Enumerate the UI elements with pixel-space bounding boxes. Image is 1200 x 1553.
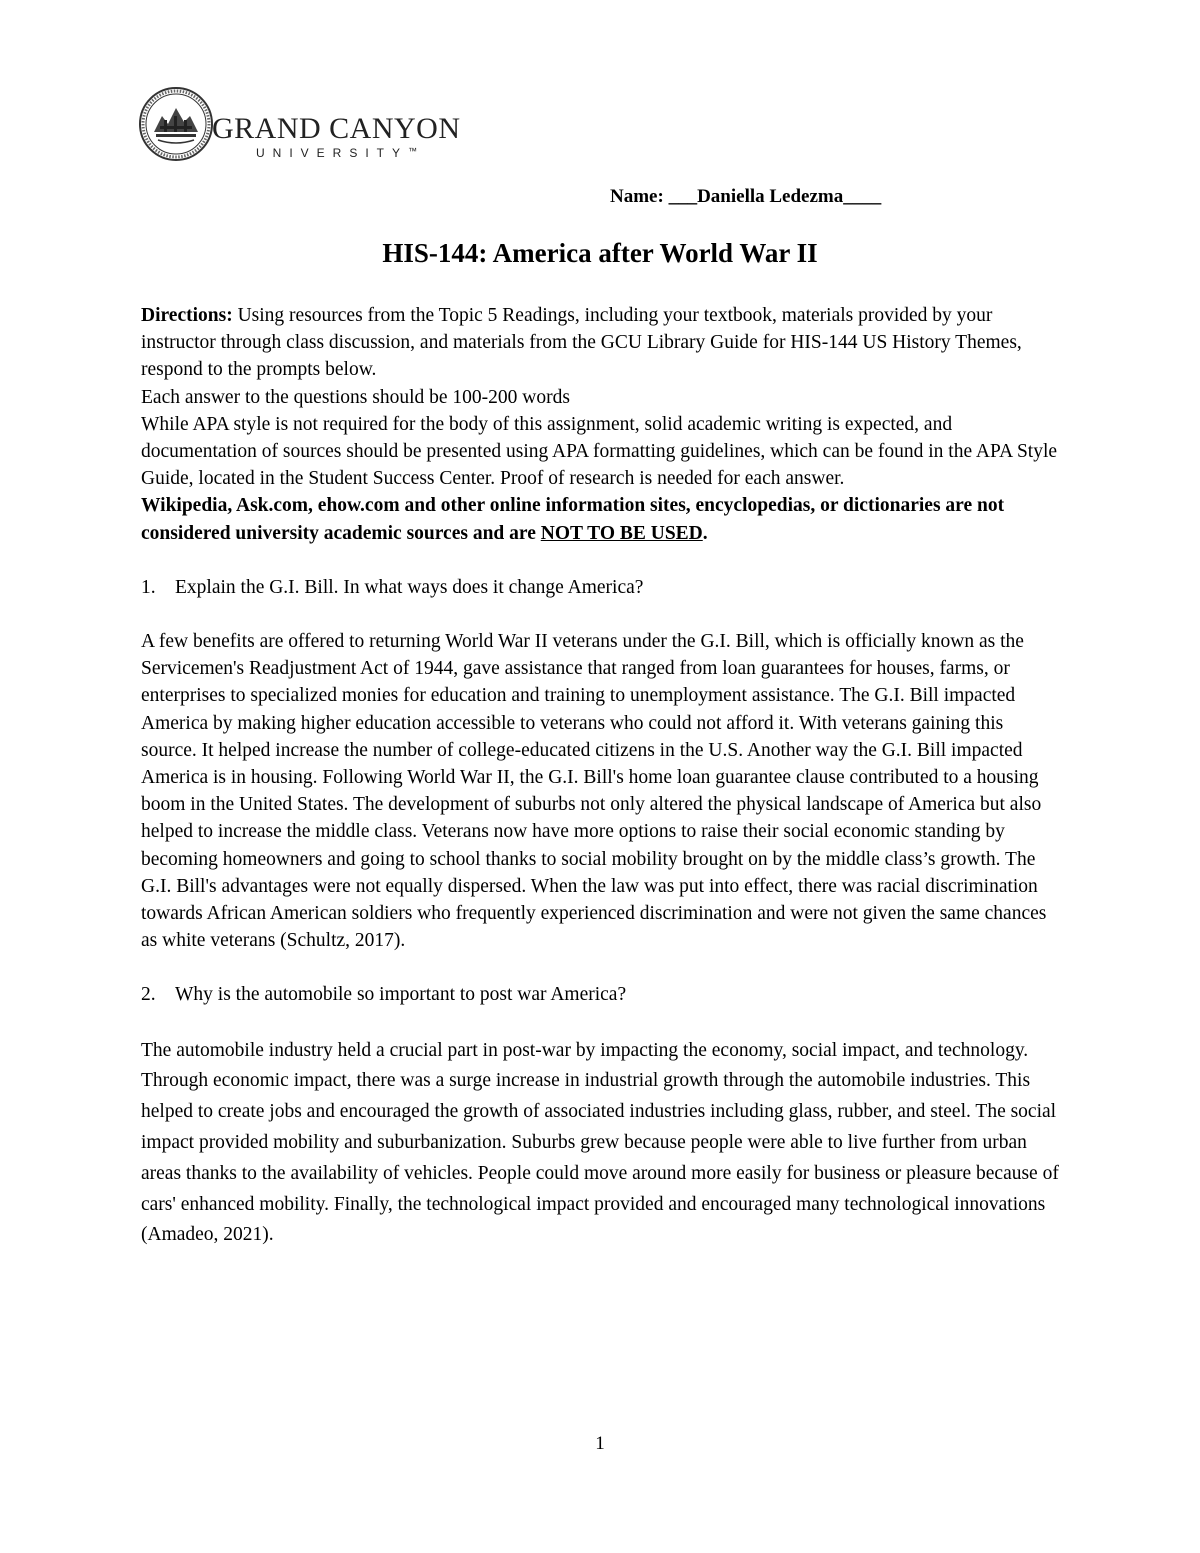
answer-2: The automobile industry held a crucial part in post-war by impacting the economy, social impact, and technology. Through economic impact, there was a surge increase in industrial growth through the automobile industries. This helped to create jobs and encouraged the growth of associated industries including glass, rubber, and steel. The social impact provided mobility and suburbanization. Suburbs grew because people were able to live further from urban areas thanks to the availability of vehicles. People could move around more easily for business or pleasure because of cars' enhanced mobility. Finally, the technological impact provided and encouraged many technological innovations (Amadeo, 2021). [141, 1039, 1059, 1246]
name-field [610, 186, 881, 208]
word-count-instruction: Each answer to the questions should be 100-200 words [141, 386, 570, 408]
directions-paragraph [141, 302, 1061, 384]
question-2 [141, 981, 1061, 1008]
directions-text: Using resources from the Topic 5 Readings, including your textbook, materials provided by your instructor through class discussion, and materials from the GCU Library Guide for HIS-144 US History Themes, respond to the prompts below. [141, 305, 1022, 381]
not-to-be-used-emphasis: NOT TO BE USED [540, 522, 703, 544]
page-number: 1 [595, 1433, 605, 1454]
document-title: HIS-144: America after World War II [382, 238, 818, 268]
document-body [141, 302, 1061, 1251]
name-value: ___Daniella Ledezma____ [668, 186, 882, 207]
logo-subtitle: UNIVERSITY™ [256, 146, 418, 160]
university-seal-icon [138, 86, 214, 162]
name-label: Name: [610, 186, 664, 207]
apa-instruction: While APA style is not required for the body of this assignment, solid academic writing is expected, and documentation of sources should be presented using APA formatting guidelines, which can be found in the APA Style Guide, located in the Student Success Center. Proof of research is needed for each answer. [141, 413, 1058, 490]
university-logo [138, 86, 461, 166]
question-number: 2. [141, 984, 156, 1006]
answer-1: A few benefits are offered to returning World War II veterans under the G.I. Bill, which is officially known as the Servicemen's Readjustment Act of 1944, gave assistance that ranged from loan guarantees for houses, farms, or enterprises to specialized monies for education and training to unemployment assistance. The G.I. Bill impacted America by making higher education accessible to veterans who could not afford it. With veterans gaining this source. It helped increase the number of college-educated citizens in the U.S. Another way the G.I. Bill impacted America is in housing. Following World War II, the G.I. Bill's home loan guarantee clause contributed to a housing boom in the United States. The development of suburbs not only altered the physical landscape of America but also helped to increase the middle class. Veterans now have more options to raise their social economic standing by becoming homeowners and going to school thanks to social mobility brought on by the middle class’s growth. The G.I. Bill's advantages were not equally dispersed. When the law was put into effect, there was racial discrimination towards African American soldiers who frequently experienced discrimination and were not given the same chances as white veterans (Schultz, 2017). [141, 631, 1047, 952]
question-prompt: Explain the G.I. Bill. In what ways does it change America? [175, 576, 644, 598]
directions-label: Directions: [141, 305, 233, 326]
question-prompt: Why is the automobile so important to post war America? [175, 984, 627, 1006]
sources-warning: Wikipedia, Ask.com, ehow.com and other online information sites, encyclopedias, or dictionaries are not considered university academic sources and are NOT TO BE USED. [141, 495, 1005, 544]
logo-wordmark: GRAND CANYON [212, 112, 461, 145]
question-1 [141, 574, 1061, 601]
question-number: 1. [141, 576, 156, 598]
